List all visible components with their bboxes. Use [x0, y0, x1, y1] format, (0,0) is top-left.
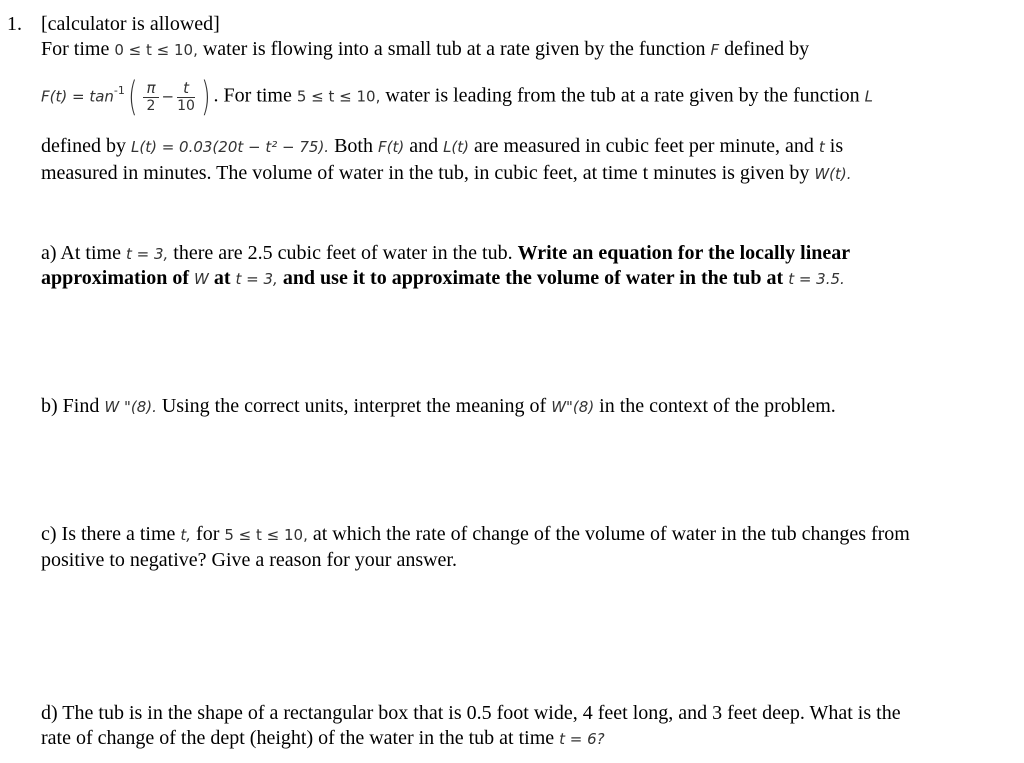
- numerator: π: [143, 80, 158, 98]
- function-f-name: F: [710, 41, 720, 59]
- text: is: [824, 135, 844, 157]
- text: Using the correct units, interpret the meaning of: [156, 395, 552, 417]
- denominator: 10: [177, 97, 195, 114]
- bold-instruction: Write an equation for the locally linear: [517, 242, 851, 264]
- intro-line-4: [41, 161, 852, 186]
- left-paren: (: [127, 74, 138, 121]
- w-symbol: W: [193, 270, 209, 288]
- fraction-pi-over-2: [143, 80, 158, 115]
- numerator: t: [177, 80, 195, 98]
- f-definition-line: [41, 70, 874, 121]
- w-double-prime-8: W "(8).: [104, 398, 157, 416]
- t-equals-3-5: t = 3.5.: [788, 270, 845, 288]
- t-equals-3: t = 3,: [125, 245, 169, 263]
- text: at which the rate of change of the volume of water in the tub changes from: [307, 523, 910, 545]
- l-of-t: L(t): [443, 138, 470, 156]
- text: in the context of the problem.: [594, 395, 836, 417]
- text: rate of change of the dept (height) of the water in the tub at time: [41, 727, 560, 749]
- text: are measured in cubic feet per minute, and: [469, 135, 819, 157]
- text: measured in minutes. The volume of water in the tub, in cubic feet, at time t minutes is given by: [41, 162, 815, 184]
- bold-instruction: and use it to approximate the volume of water in the tub at: [277, 267, 789, 289]
- right-paren: ): [201, 74, 211, 121]
- text: . For time: [213, 84, 297, 107]
- domain-math: 5 ≤ t ≤ 10,: [296, 87, 381, 106]
- text: For time: [41, 38, 115, 60]
- part-d-line-1: d) The tub is in the shape of a rectangular box that is 0.5 foot wide, 4 feet long, and 3 feet deep. What is the: [41, 702, 901, 724]
- calculator-tag: [calculator is allowed]: [41, 13, 220, 35]
- w-of-t: W(t).: [814, 165, 852, 183]
- inverse-exponent: -1: [113, 84, 125, 97]
- text: b) Find: [41, 395, 105, 417]
- text: for: [191, 523, 225, 545]
- t-variable: t: [818, 138, 825, 156]
- part-b-line: [41, 394, 836, 419]
- bold-instruction: approximation of: [41, 267, 194, 289]
- text: water is leading from the tub at a rate given by the function: [380, 84, 865, 107]
- intro-line-3: [41, 134, 843, 159]
- w-double-prime-8: W"(8): [551, 398, 595, 416]
- text: there are 2.5 cubic feet of water in the tub.: [168, 242, 518, 264]
- text: defined by: [719, 38, 810, 60]
- question-number: 1.: [7, 13, 22, 35]
- part-d-line-2: [41, 726, 605, 751]
- l-definition: L(t) = 0.03(20t − t² − 75).: [130, 138, 330, 156]
- text: and: [404, 135, 444, 157]
- f-lhs: F(t) = tan: [41, 87, 114, 106]
- f-of-t: F(t): [377, 138, 405, 156]
- domain-math: 5 ≤ t ≤ 10,: [224, 526, 308, 544]
- fraction-t-over-10: [177, 80, 195, 115]
- text: Both: [329, 135, 378, 157]
- t-equals-6: t = 6?: [559, 730, 605, 748]
- part-a-line-2: [41, 266, 845, 291]
- function-l-name: L: [864, 87, 874, 106]
- denominator: 2: [146, 97, 156, 114]
- part-c-line-1: [41, 522, 910, 547]
- text: c) Is there a time: [41, 523, 181, 545]
- bold-instruction: at: [208, 267, 236, 289]
- domain-math: 0 ≤ t ≤ 10,: [114, 41, 198, 59]
- part-c-line-2: positive to negative? Give a reason for your answer.: [41, 549, 457, 571]
- text: a) At time: [41, 242, 126, 264]
- text: defined by: [41, 135, 131, 157]
- t-equals-3: t = 3,: [235, 270, 278, 288]
- text: water is flowing into a small tub at a rate given by the function: [197, 38, 711, 60]
- intro-line-1: [41, 37, 809, 62]
- minus-sign: −: [161, 87, 175, 106]
- part-a-line-1: [41, 241, 850, 266]
- t-variable: t,: [180, 526, 192, 544]
